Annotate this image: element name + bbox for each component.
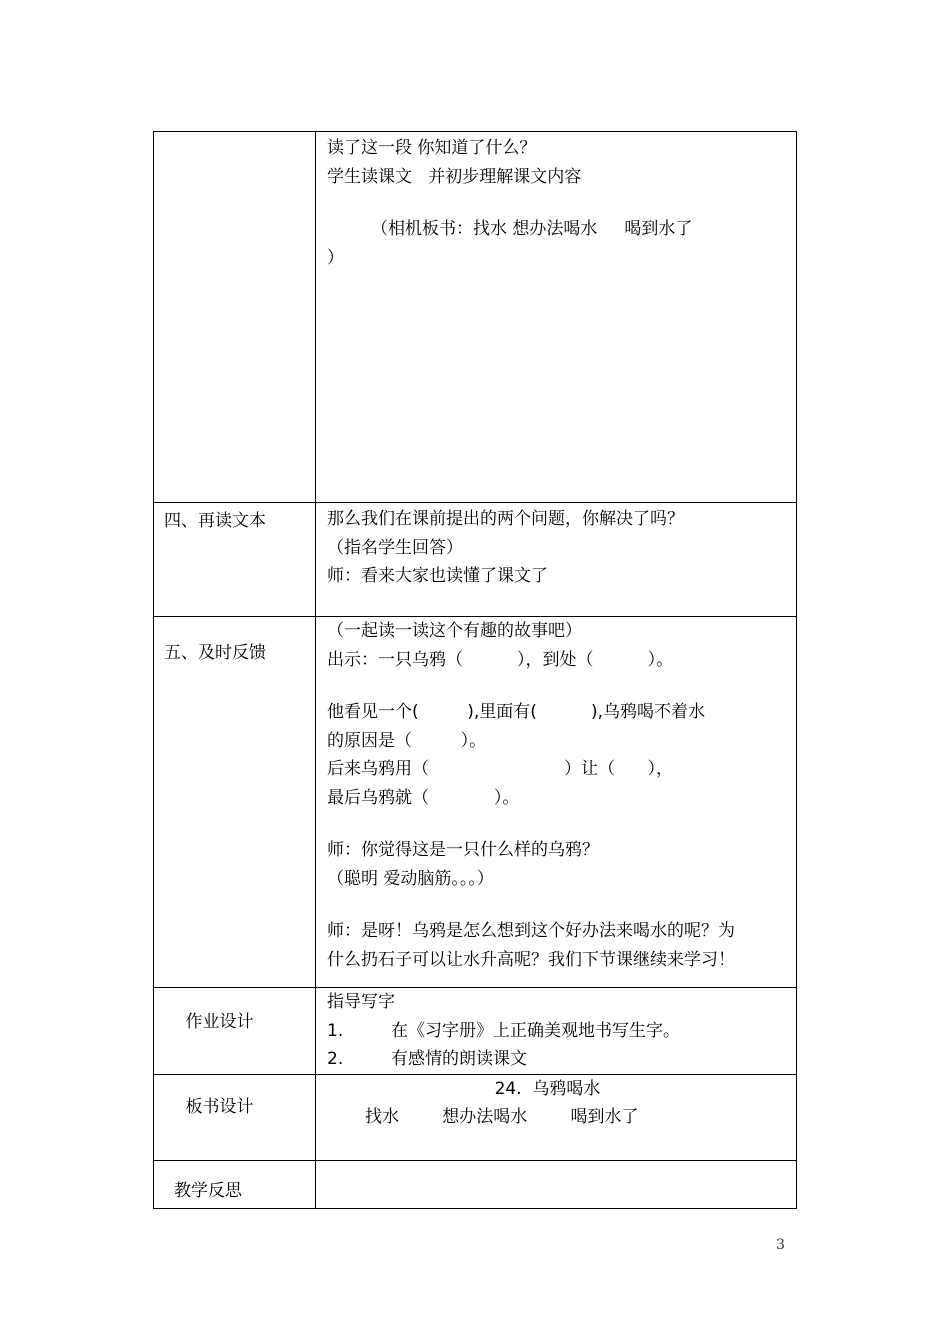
fill-blank-line: 出示：一只乌鸦（ ），到处（ ）。 (327, 649, 674, 670)
board-title: 24. 乌鸦喝水 (494, 1078, 601, 1099)
row-content-reflection (316, 1160, 797, 1208)
lesson-plan-table (153, 131, 797, 1209)
table-row-homework (154, 988, 797, 1075)
fill-blank-line: 最后乌鸦就（ ）。 (327, 787, 520, 808)
row-label-board (154, 1074, 316, 1160)
board-note-end: ） (327, 247, 344, 268)
homework-item: 2. 有感情的朗读课文 (327, 1049, 527, 1069)
homework-item: 1. 在《习字册》上正确美观地书写生字。 (327, 1020, 680, 1041)
text-line: （指名学生回答） (327, 537, 463, 558)
text-line: （一起读一读这个有趣的故事吧） (327, 621, 582, 641)
text-line: 师：看来大家也读懂了课文了 (327, 566, 548, 586)
text-line: （聪明 爱动脑筋。。。） (327, 868, 494, 889)
text-line: 读了这一段 你知道了什么？ (327, 138, 537, 158)
fill-blank-line: 后来乌鸦用（ ）让（ ）， (327, 759, 674, 779)
text-line: 师：你觉得这是一只什么样的乌鸦？ (327, 840, 599, 860)
text-line: 学生读课文 并初步理解课文内容 (327, 166, 582, 187)
row-content-reread (316, 503, 797, 617)
board-note: （相机板书：找水 想办法喝水 喝到水了 (371, 219, 693, 239)
section-label: 教学反思 (174, 1180, 242, 1201)
row-label-feedback (154, 617, 316, 988)
table-row-reread (154, 503, 797, 617)
row-label-empty (154, 132, 316, 503)
fill-blank-line: 他看见一个( ),里面有( ),乌鸦喝不着水 (327, 702, 706, 722)
row-label-reread (154, 503, 316, 617)
section-label: 板书设计 (185, 1096, 254, 1117)
fill-blank-line: 的原因是（ ）。 (327, 730, 487, 751)
text-line: 师：是呀！乌鸦是怎么想到这个好办法来喝水的呢？为 (327, 921, 735, 941)
row-label-homework (154, 988, 316, 1075)
table-row-board (154, 1074, 797, 1160)
table-row-feedback (154, 617, 797, 988)
page-number: 3 (776, 1237, 785, 1253)
row-content-homework (316, 988, 797, 1075)
board-keywords: 找水 想办法喝水 喝到水了 (365, 1107, 639, 1127)
table-row-reflection (154, 1160, 797, 1208)
homework-title: 指导写字 (327, 992, 395, 1012)
row-content-feedback (316, 617, 797, 988)
section-label: 四、再读文本 (164, 511, 266, 531)
table-row-reading (154, 132, 797, 503)
text-line: 什么扔石子可以让水升高呢？我们下节课继续来学习！ (327, 949, 735, 970)
row-content-board (316, 1074, 797, 1160)
section-label: 作业设计 (185, 1012, 254, 1032)
row-label-reflection (154, 1160, 316, 1208)
section-label: 五、及时反馈 (164, 643, 266, 663)
text-line: 那么我们在课前提出的两个问题，你解决了吗？ (327, 509, 684, 529)
row-content-reading (316, 132, 797, 503)
